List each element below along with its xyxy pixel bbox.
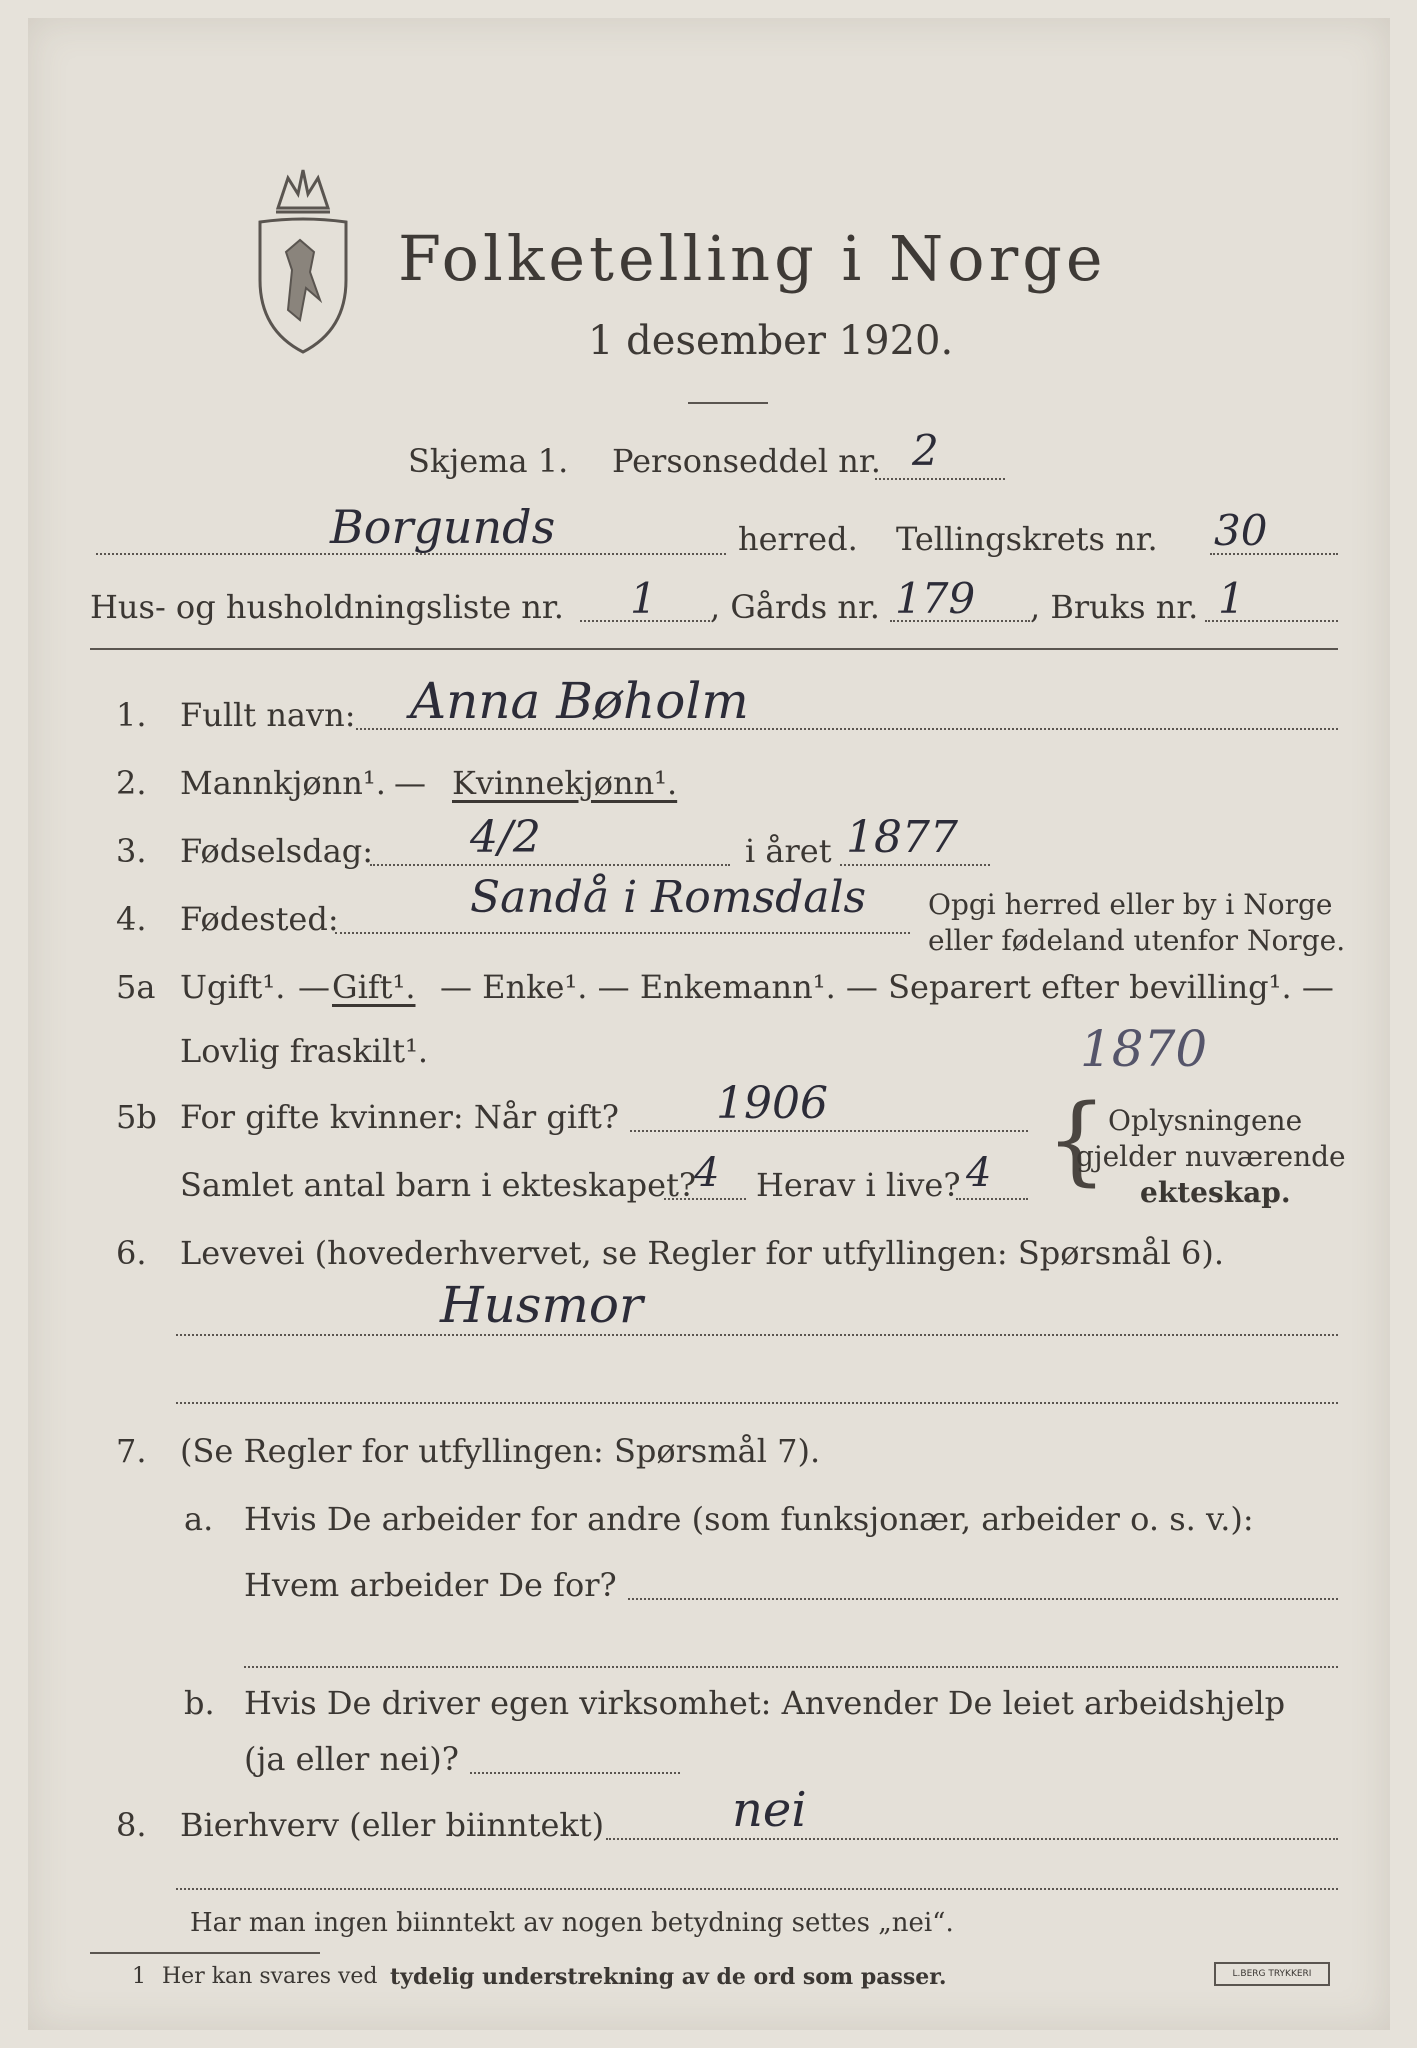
q8-label: Bierhverv (eller biinntekt) xyxy=(180,1806,605,1844)
gender-separator: — xyxy=(394,764,426,802)
occupation-field-1[interactable] xyxy=(176,1334,1338,1336)
bruks-value: 1 xyxy=(1218,574,1245,623)
birthday-value: 4/2 xyxy=(470,812,541,863)
footer-note: Har man ingen biinntekt av nogen betydning settes „nei“. xyxy=(190,1908,954,1938)
q5b-number: 5b xyxy=(116,1098,157,1136)
footnote-text-a: Her kan svares ved xyxy=(162,1964,378,1989)
q5b-label: For gifte kvinner: Når gift? xyxy=(180,1098,619,1136)
q7b-letter: b. xyxy=(184,1684,215,1722)
marriage-note-1: Oplysningene xyxy=(1108,1104,1303,1137)
census-date: 1 desember 1920. xyxy=(588,318,954,364)
q5a-number: 5a xyxy=(116,968,156,1006)
employer-field-2[interactable] xyxy=(244,1666,1338,1668)
side-income-field-2[interactable] xyxy=(176,1888,1338,1890)
q3-number: 3. xyxy=(116,832,147,870)
side-income-value: nei xyxy=(732,1782,807,1838)
birthplace-note-2: eller fødeland utenfor Norge. xyxy=(928,924,1346,957)
birth-year-field[interactable] xyxy=(840,864,990,866)
q1-label: Fullt navn: xyxy=(180,696,356,734)
note-brace: { xyxy=(1046,1084,1108,1196)
q7b-text: Hvis De driver egen virksomhet: Anvender De leiet arbeidshjelp xyxy=(244,1684,1286,1722)
birthday-field[interactable] xyxy=(370,864,730,866)
marriage-year-field[interactable] xyxy=(630,1130,1028,1132)
marriage-note-2: gjelder nuværende xyxy=(1076,1140,1346,1173)
q8-number: 8. xyxy=(116,1806,147,1844)
margin-note-year: 1870 xyxy=(1080,1020,1208,1078)
q7-label: (Se Regler for utfyllingen: Spørsmål 7). xyxy=(180,1432,821,1470)
title-divider xyxy=(688,402,768,404)
header-rule xyxy=(90,648,1338,650)
liste-value: 1 xyxy=(630,574,657,623)
krets-label: Tellingskrets nr. xyxy=(896,520,1158,558)
person-number-field[interactable] xyxy=(875,478,1005,480)
birthplace-value: Sandå i Romsdals xyxy=(470,872,867,923)
status-other-options[interactable]: — Enke¹. — Enkemann¹. — Separert efter bevilling¹. — xyxy=(440,968,1334,1006)
side-income-field[interactable] xyxy=(606,1838,1338,1840)
q4-number: 4. xyxy=(116,900,147,938)
q3-label: Fødselsdag: xyxy=(180,832,374,870)
herred-value: Borgunds xyxy=(330,500,556,554)
q2-number: 2. xyxy=(116,764,147,802)
norwegian-coat-of-arms-icon xyxy=(248,160,358,360)
living-children-field[interactable] xyxy=(956,1198,1028,1200)
living-children-value: 4 xyxy=(966,1150,992,1196)
birth-year-value: 1877 xyxy=(846,812,958,863)
children-value: 4 xyxy=(694,1150,720,1196)
q7a-letter: a. xyxy=(184,1500,214,1538)
occupation-field-2[interactable] xyxy=(176,1402,1338,1404)
gards-label: , Gårds nr. xyxy=(710,588,880,626)
printer-stamp: L.BERG TRYKKERI xyxy=(1214,1962,1330,1986)
q6-number: 6. xyxy=(116,1234,147,1272)
status-divorced-option[interactable]: Lovlig fraskilt¹. xyxy=(180,1032,429,1070)
birth-year-label: i året xyxy=(745,832,832,870)
schema-label: Skjema 1. xyxy=(408,442,569,480)
gender-male-option[interactable]: Mannkjønn¹. xyxy=(180,764,386,802)
footnote-text-b: tydelig understrekning av de ord som passer. xyxy=(390,1964,947,1990)
q7a-text: Hvis De arbeider for andre (som funksjonær, arbeider o. s. v.): xyxy=(244,1500,1254,1538)
q4-label: Fødested: xyxy=(180,900,339,938)
birthplace-field[interactable] xyxy=(335,932,910,934)
status-unmarried-option[interactable]: Ugift¹. xyxy=(180,968,286,1006)
person-number-label: Personseddel nr. xyxy=(612,442,881,480)
q6-label: Levevei (hovederhvervet, se Regler for utfyllingen: Spørsmål 6). xyxy=(180,1234,1225,1272)
footnote-rule xyxy=(90,1952,320,1954)
children-label: Samlet antal barn i ekteskapet? xyxy=(180,1166,697,1204)
bruks-label: , Bruks nr. xyxy=(1030,588,1199,626)
gards-value: 179 xyxy=(895,574,976,623)
marriage-note-3: ekteskap. xyxy=(1140,1176,1291,1209)
marriage-year-value: 1906 xyxy=(716,1078,828,1129)
children-field[interactable] xyxy=(664,1198,746,1200)
full-name-value: Anna Bøholm xyxy=(410,672,749,730)
q7a-question: Hvem arbeider De for? xyxy=(244,1566,617,1604)
employer-field-1[interactable] xyxy=(628,1598,1338,1600)
living-children-label: Herav i live? xyxy=(756,1166,961,1204)
hired-help-field[interactable] xyxy=(470,1772,680,1774)
birthplace-note-1: Opgi herred eller by i Norge xyxy=(928,888,1333,921)
q7b-question: (ja eller nei)? xyxy=(244,1740,459,1778)
occupation-value: Husmor xyxy=(440,1276,643,1334)
herred-label: herred. xyxy=(738,520,858,558)
q7-number: 7. xyxy=(116,1432,147,1470)
liste-label: Hus- og husholdningsliste nr. xyxy=(90,588,564,626)
form-title: Folketelling i Norge xyxy=(398,222,1107,295)
person-number-value: 2 xyxy=(912,426,939,475)
status-separator: — xyxy=(298,968,330,1006)
krets-value: 30 xyxy=(1214,506,1268,555)
footnote-number: 1 xyxy=(132,1964,146,1989)
status-married-option[interactable]: Gift¹. xyxy=(332,968,416,1006)
gender-female-option[interactable]: Kvinnekjønn¹. xyxy=(452,764,678,802)
q1-number: 1. xyxy=(116,696,147,734)
